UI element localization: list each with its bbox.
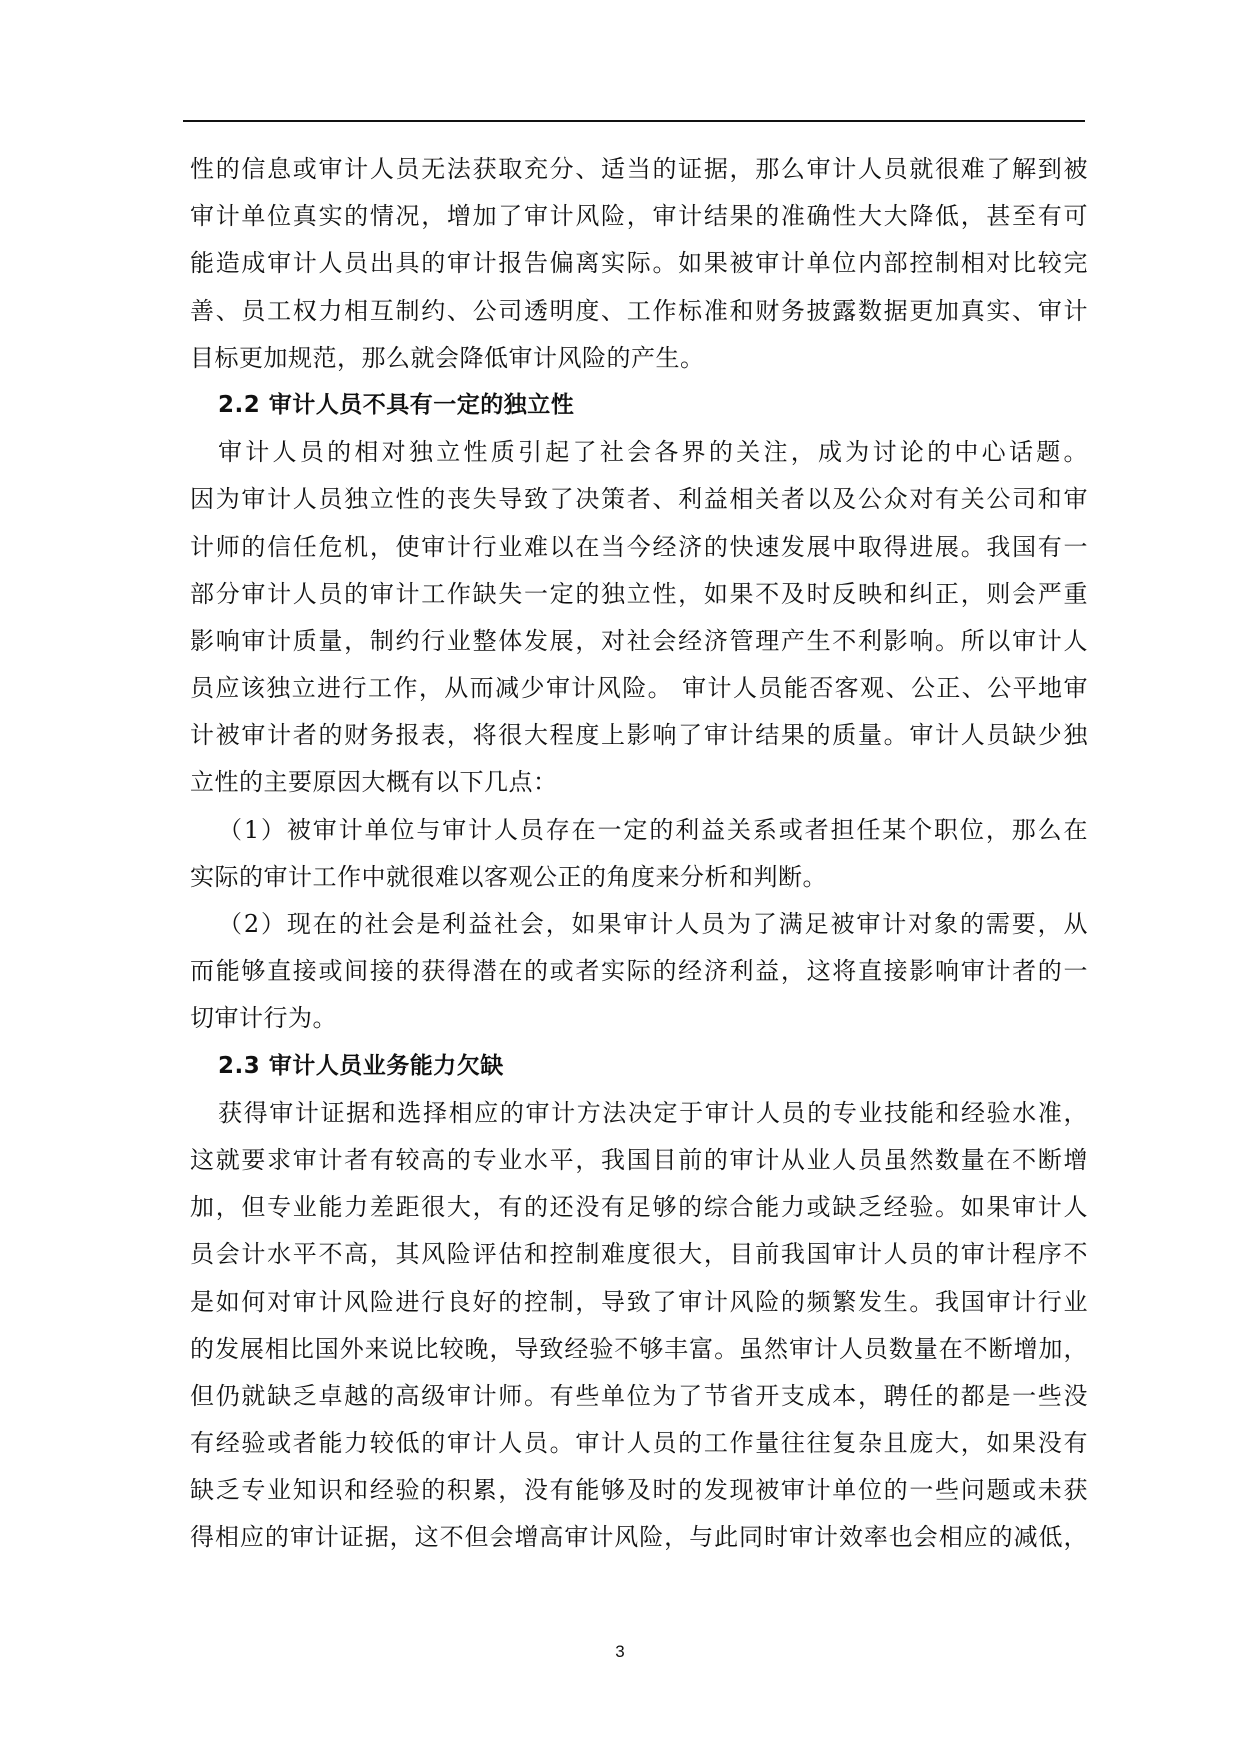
text-line: 获得审计证据和选择相应的审计方法决定于审计人员的专业技能和经验水准， <box>218 1098 1088 1127</box>
heading-text: 2.3 审计人员业务能力欠缺 <box>218 1052 504 1079</box>
text-line: （1）被审计单位与审计人员存在一定的利益关系或者担任某个职位，那么在 <box>218 815 1088 844</box>
text-line: 部分审计人员的审计工作缺失一定的独立性，如果不及时反映和纠正，则会严重 <box>190 579 1088 608</box>
text-line: 影响审计质量，制约行业整体发展，对社会经济管理产生不利影响。所以审计人 <box>190 626 1088 655</box>
text-line: 员应该独立进行工作，从而减少审计风险。 审计人员能否客观、公正、公平地审 <box>190 674 1088 703</box>
text-line: 能造成审计人员出具的审计报告偏离实际。如果被审计单位内部控制相对比较完 <box>190 249 1088 278</box>
section-heading <box>190 1043 1088 1090</box>
text-line: 审计单位真实的情况，增加了审计风险，审计结果的准确性大大降低，甚至有可 <box>190 202 1088 231</box>
text-line: 员会计水平不高，其风险评估和控制难度很大，目前我国审计人员的审计程序不 <box>190 1240 1088 1269</box>
text-line: 这就要求审计者有较高的专业水平，我国目前的审计从业人员虽然数量在不断增 <box>190 1145 1088 1174</box>
text-line: 善、员工权力相互制约、公司透明度、工作标准和财务披露数据更加真实、审计 <box>190 296 1088 325</box>
text-line: 实际的审计工作中就很难以客观公正的角度来分析和判断。 <box>190 862 827 891</box>
text-line: 但仍就缺乏卓越的高级审计师。有些单位为了节省开支成本，聘任的都是一些没 <box>190 1381 1088 1410</box>
text-line: 切审计行为。 <box>190 1004 337 1033</box>
text-line: 审计人员的相对独立性质引起了社会各界的关注，成为讨论的中心话题。 <box>218 438 1088 467</box>
page-number: 3 <box>615 1642 625 1661</box>
text-line: 而能够直接或间接的获得潜在的或者实际的经济利益，这将直接影响审计者的一 <box>190 957 1088 986</box>
text-line: 有经验或者能力较低的审计人员。审计人员的工作量往往复杂且庞大，如果没有 <box>190 1429 1088 1458</box>
paragraph <box>190 1090 1088 1562</box>
paragraph <box>190 901 1088 1043</box>
text-line: 计师的信任危机，使审计行业难以在当今经济的快速发展中取得进展。我国有一 <box>190 532 1088 561</box>
document-body <box>190 146 1088 1562</box>
section-heading <box>190 382 1088 429</box>
paragraph <box>190 429 1088 807</box>
paragraph <box>190 146 1088 382</box>
text-line: 目标更加规范，那么就会降低审计风险的产生。 <box>190 343 705 372</box>
text-line: 因为审计人员独立性的丧失导致了决策者、利益相关者以及公众对有关公司和审 <box>190 485 1088 514</box>
text-line: 缺乏专业知识和经验的积累，没有能够及时的发现被审计单位的一些问题或未获 <box>190 1476 1088 1505</box>
paragraph <box>190 807 1088 901</box>
text-line: （2）现在的社会是利益社会，如果审计人员为了满足被审计对象的需要，从 <box>218 910 1088 938</box>
text-line: 的发展相比国外来说比较晚，导致经验不够丰富。虽然审计人员数量在不断增加， <box>190 1334 1088 1363</box>
text-line: 是如何对审计风险进行良好的控制，导致了审计风险的频繁发生。我国审计行业 <box>190 1287 1088 1316</box>
header-rule <box>183 120 1085 122</box>
text-line: 加，但专业能力差距很大，有的还没有足够的综合能力或缺乏经验。如果审计人 <box>190 1193 1088 1222</box>
text-line: 性的信息或审计人员无法获取充分、适当的证据，那么审计人员就很难了解到被 <box>190 155 1088 183</box>
text-line: 立性的主要原因大概有以下几点： <box>190 768 558 797</box>
text-line: 计被审计者的财务报表，将很大程度上影响了审计结果的质量。审计人员缺少独 <box>190 721 1088 750</box>
text-line: 得相应的审计证据，这不但会增高审计风险，与此同时审计效率也会相应的减低， <box>190 1523 1088 1552</box>
heading-text: 2.2 审计人员不具有一定的独立性 <box>218 391 575 418</box>
